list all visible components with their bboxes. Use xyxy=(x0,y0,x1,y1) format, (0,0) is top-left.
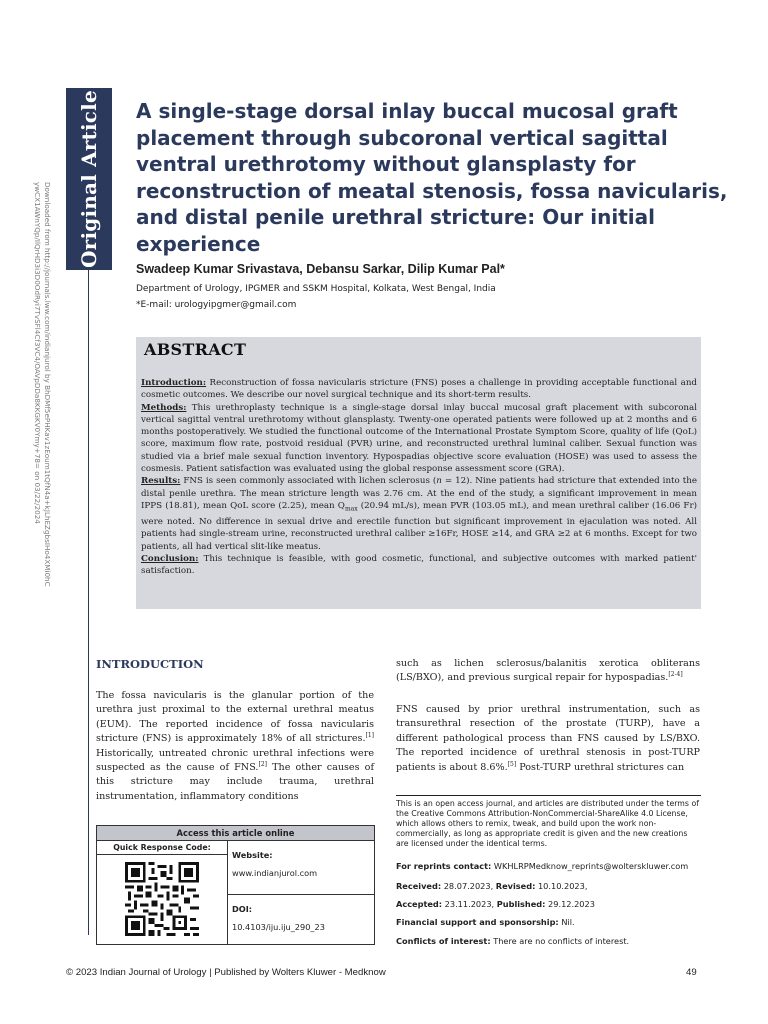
received-label: Received: xyxy=(396,881,442,891)
financial-value: Nil. xyxy=(558,917,575,927)
citation-ref[interactable]: [1] xyxy=(365,732,374,740)
abstract-conclusion xyxy=(141,553,697,578)
citation-ref[interactable]: [2] xyxy=(258,760,267,768)
access-article-box xyxy=(96,825,375,945)
side-divider xyxy=(88,270,89,935)
abstract-introduction-text: Reconstruction of fossa navicularis stricture (FNS) poses a challenge in providing acceptable functional and cosmetic outcomes. We describe our novel surgical technique and its short-term results. xyxy=(141,378,697,401)
accepted-published-dates xyxy=(396,899,595,909)
license-notice: This is an open access journal, and articles are distributed under the terms of the Creative Commons Attribution-NonCommercial-ShareAlike 4.0 License, which allows others to remix, tweak, and build upon the work non-commercially, as long as appropriate credit is given and the new creations are licensed under the identical terms. xyxy=(396,799,699,848)
accepted-date: 23.11.2023, xyxy=(442,899,497,909)
website-link[interactable]: www.indianjurol.com xyxy=(232,868,318,878)
intro-text-c: The other causes of this stricture may include trauma, urethral instrumentation, inflammatory conditions xyxy=(96,762,374,802)
watermark-line-2: ywCX1AWnYQp/IlQrHD3i3D0OdRyi7TvSFl4Cf3VC4/OAVpDDa8KKGKV0Ymy+78= on 03/22/2024 xyxy=(33,182,42,524)
abstract-heading: ABSTRACT xyxy=(144,340,247,359)
doi-label: DOI: xyxy=(232,904,253,914)
financial-support xyxy=(396,917,575,927)
abstract-results-text-a: FNS is seen commonly associated with lichen sclerosus ( xyxy=(180,476,437,487)
received-date: 28.07.2023, xyxy=(441,881,496,891)
abstract-results xyxy=(141,475,697,553)
abstract-methods-label: Methods: xyxy=(141,402,187,413)
intro-text-d: such as lichen sclerosus/balanitis xerotica obliterans (LS/BXO), and previous surgical repair for hypospadias. xyxy=(396,658,700,684)
revised-label: Revised: xyxy=(495,881,536,891)
conflicts-label: Conflicts of interest: xyxy=(396,936,491,946)
reprints-label: For reprints contact: xyxy=(396,861,492,871)
abstract-results-qmax-sub: max xyxy=(344,505,358,513)
access-box-heading: Access this article online xyxy=(97,826,374,841)
introduction-paragraph-2 xyxy=(396,657,700,686)
received-revised-dates xyxy=(396,881,587,891)
intro-text-b: Historically, untreated chronic urethral infections were suspected as the cause of FNS. xyxy=(96,747,374,774)
license-divider xyxy=(396,795,701,796)
article-type-tab xyxy=(66,88,112,270)
revised-date: 10.10.2023, xyxy=(535,881,588,891)
published-label: Published: xyxy=(496,899,546,909)
download-watermark xyxy=(22,182,52,642)
website-label: Website: xyxy=(232,850,273,860)
abstract-results-n: n xyxy=(436,476,442,487)
introduction-paragraph-1 xyxy=(96,689,374,804)
abstract-introduction-label: Introduction: xyxy=(141,378,207,388)
citation-ref[interactable]: [2-4] xyxy=(668,671,683,679)
abstract-body xyxy=(141,377,697,577)
financial-label: Financial support and sponsorship: xyxy=(396,917,559,927)
page-footer: © 2023 Indian Journal of Urology | Published by Wolters Kluwer - Medknow xyxy=(66,967,386,978)
reprints-contact xyxy=(396,861,688,871)
introduction-heading: INTRODUCTION xyxy=(96,657,204,671)
author-list: Swadeep Kumar Srivastava, Debansu Sarkar, Dilip Kumar Pal* xyxy=(136,262,505,276)
abstract-conclusion-text: This technique is feasible, with good cosmetic, functional, and subjective outcomes with marked patient' satisfaction. xyxy=(141,553,697,577)
abstract-conclusion-label: Conclusion: xyxy=(141,553,199,564)
introduction-paragraph-3 xyxy=(396,703,700,775)
reprints-email: WKHLRPMedknow_reprints@wolterskluwer.com xyxy=(491,861,689,871)
abstract-methods xyxy=(141,402,697,476)
abstract-methods-text: This urethroplasty technique is a single-stage dorsal inlay buccal mucosal graft placement with subcoronal vertical sagittal ventral urethrotomy without glansplasty. Twenty-one operated patients were followed up at 2 months and 6 months postoperatively. We studied the functional outcome of the International Prostate Symptom Score, quality of life (QoL) score, maximum flow rate, postvoid residual (PVR) urine, and reconstructed urethral luminal caliber. Sexual function was studied via a brief male sexual function inventory. Hypospadias objective score evaluation (HOSE) was used to assess the cosmesis. Patient satisfaction was evaluated using the global response assessment score (GRA). xyxy=(141,402,697,475)
page-number: 49 xyxy=(686,967,697,978)
doi-cell xyxy=(228,895,374,944)
abstract-results-label: Results: xyxy=(141,476,181,487)
website-cell xyxy=(228,841,374,895)
qr-cell xyxy=(97,841,228,944)
citation-ref[interactable]: [5] xyxy=(507,760,517,768)
intro-text-f: Post-TURP urethral strictures can xyxy=(516,761,685,773)
qr-code-icon[interactable] xyxy=(125,862,199,936)
article-title: A single-stage dorsal inlay buccal mucosal graft placement through subcoronal vertical sagittal ventral urethrotomy without glansplasty for reconstruction of meatal stenosis, fossa navicularis, and distal penile urethral stricture: Our initial experience xyxy=(136,99,728,256)
article-type-label: Original Article xyxy=(77,90,101,268)
abstract-box xyxy=(136,337,701,609)
affiliation: Department of Urology, IPGMER and SSKM Hospital, Kolkata, West Bengal, India xyxy=(136,284,496,294)
intro-text-e: FNS caused by prior urethral instrumentation, such as transurethral resection of the prostate (TURP), have a different pathological process than FNS caused by LS/BXO. The reported incidence of urethral stenosis in post-TURP patients is about 8.6%. xyxy=(396,704,700,773)
abstract-introduction xyxy=(141,377,697,402)
abstract-results-text-b: = 12). Nine patients had stricture that extended into the distal penile urethra. The mean stricture length was 2.76 cm. At the end of the study, a significant improvement in mean IPPS (18.81), mean QoL score (2.25), mean Q xyxy=(141,476,697,511)
watermark-line-1: Downloaded from http://journals.lww.com/indianjurol by BhDMf5ePHKav1zEoum1tQfN4a+kJLhEZgbsIHo4XMi0hC xyxy=(43,182,52,587)
corresponding-email: *E-mail: urologyipgmer@gmail.com xyxy=(136,300,297,310)
accepted-label: Accepted: xyxy=(396,899,443,909)
intro-text-a: The fossa navicularis is the glanular portion of the urethra just proximal to the external urethral meatus (EUM). The reported incidence of fossa navicularis stricture (FNS) is approximately 18% of all strictures. xyxy=(96,690,374,745)
conflicts-value: There are no conflicts of interest. xyxy=(490,936,630,946)
abstract-results-text-c: (20.94 mL/s), mean PVR (103.05 mL), and mean urethral caliber (16.06 Fr) were noted. No difference in sexual drive and erectile function but significant improvement in ejaculation was noted. All patients had single-stream urine, reconstructed urethral caliber ≥16Fr, HOSE ≥14, and GRA ≥2 at 6 months. Except for two patients, all had vertical slit-like meatus. xyxy=(141,500,698,552)
qr-label: Quick Response Code: xyxy=(97,841,227,855)
doi-link[interactable]: 10.4103/iju.iju_290_23 xyxy=(232,922,325,932)
published-date: 29.12.2023 xyxy=(545,899,595,909)
conflicts-of-interest xyxy=(396,936,629,946)
